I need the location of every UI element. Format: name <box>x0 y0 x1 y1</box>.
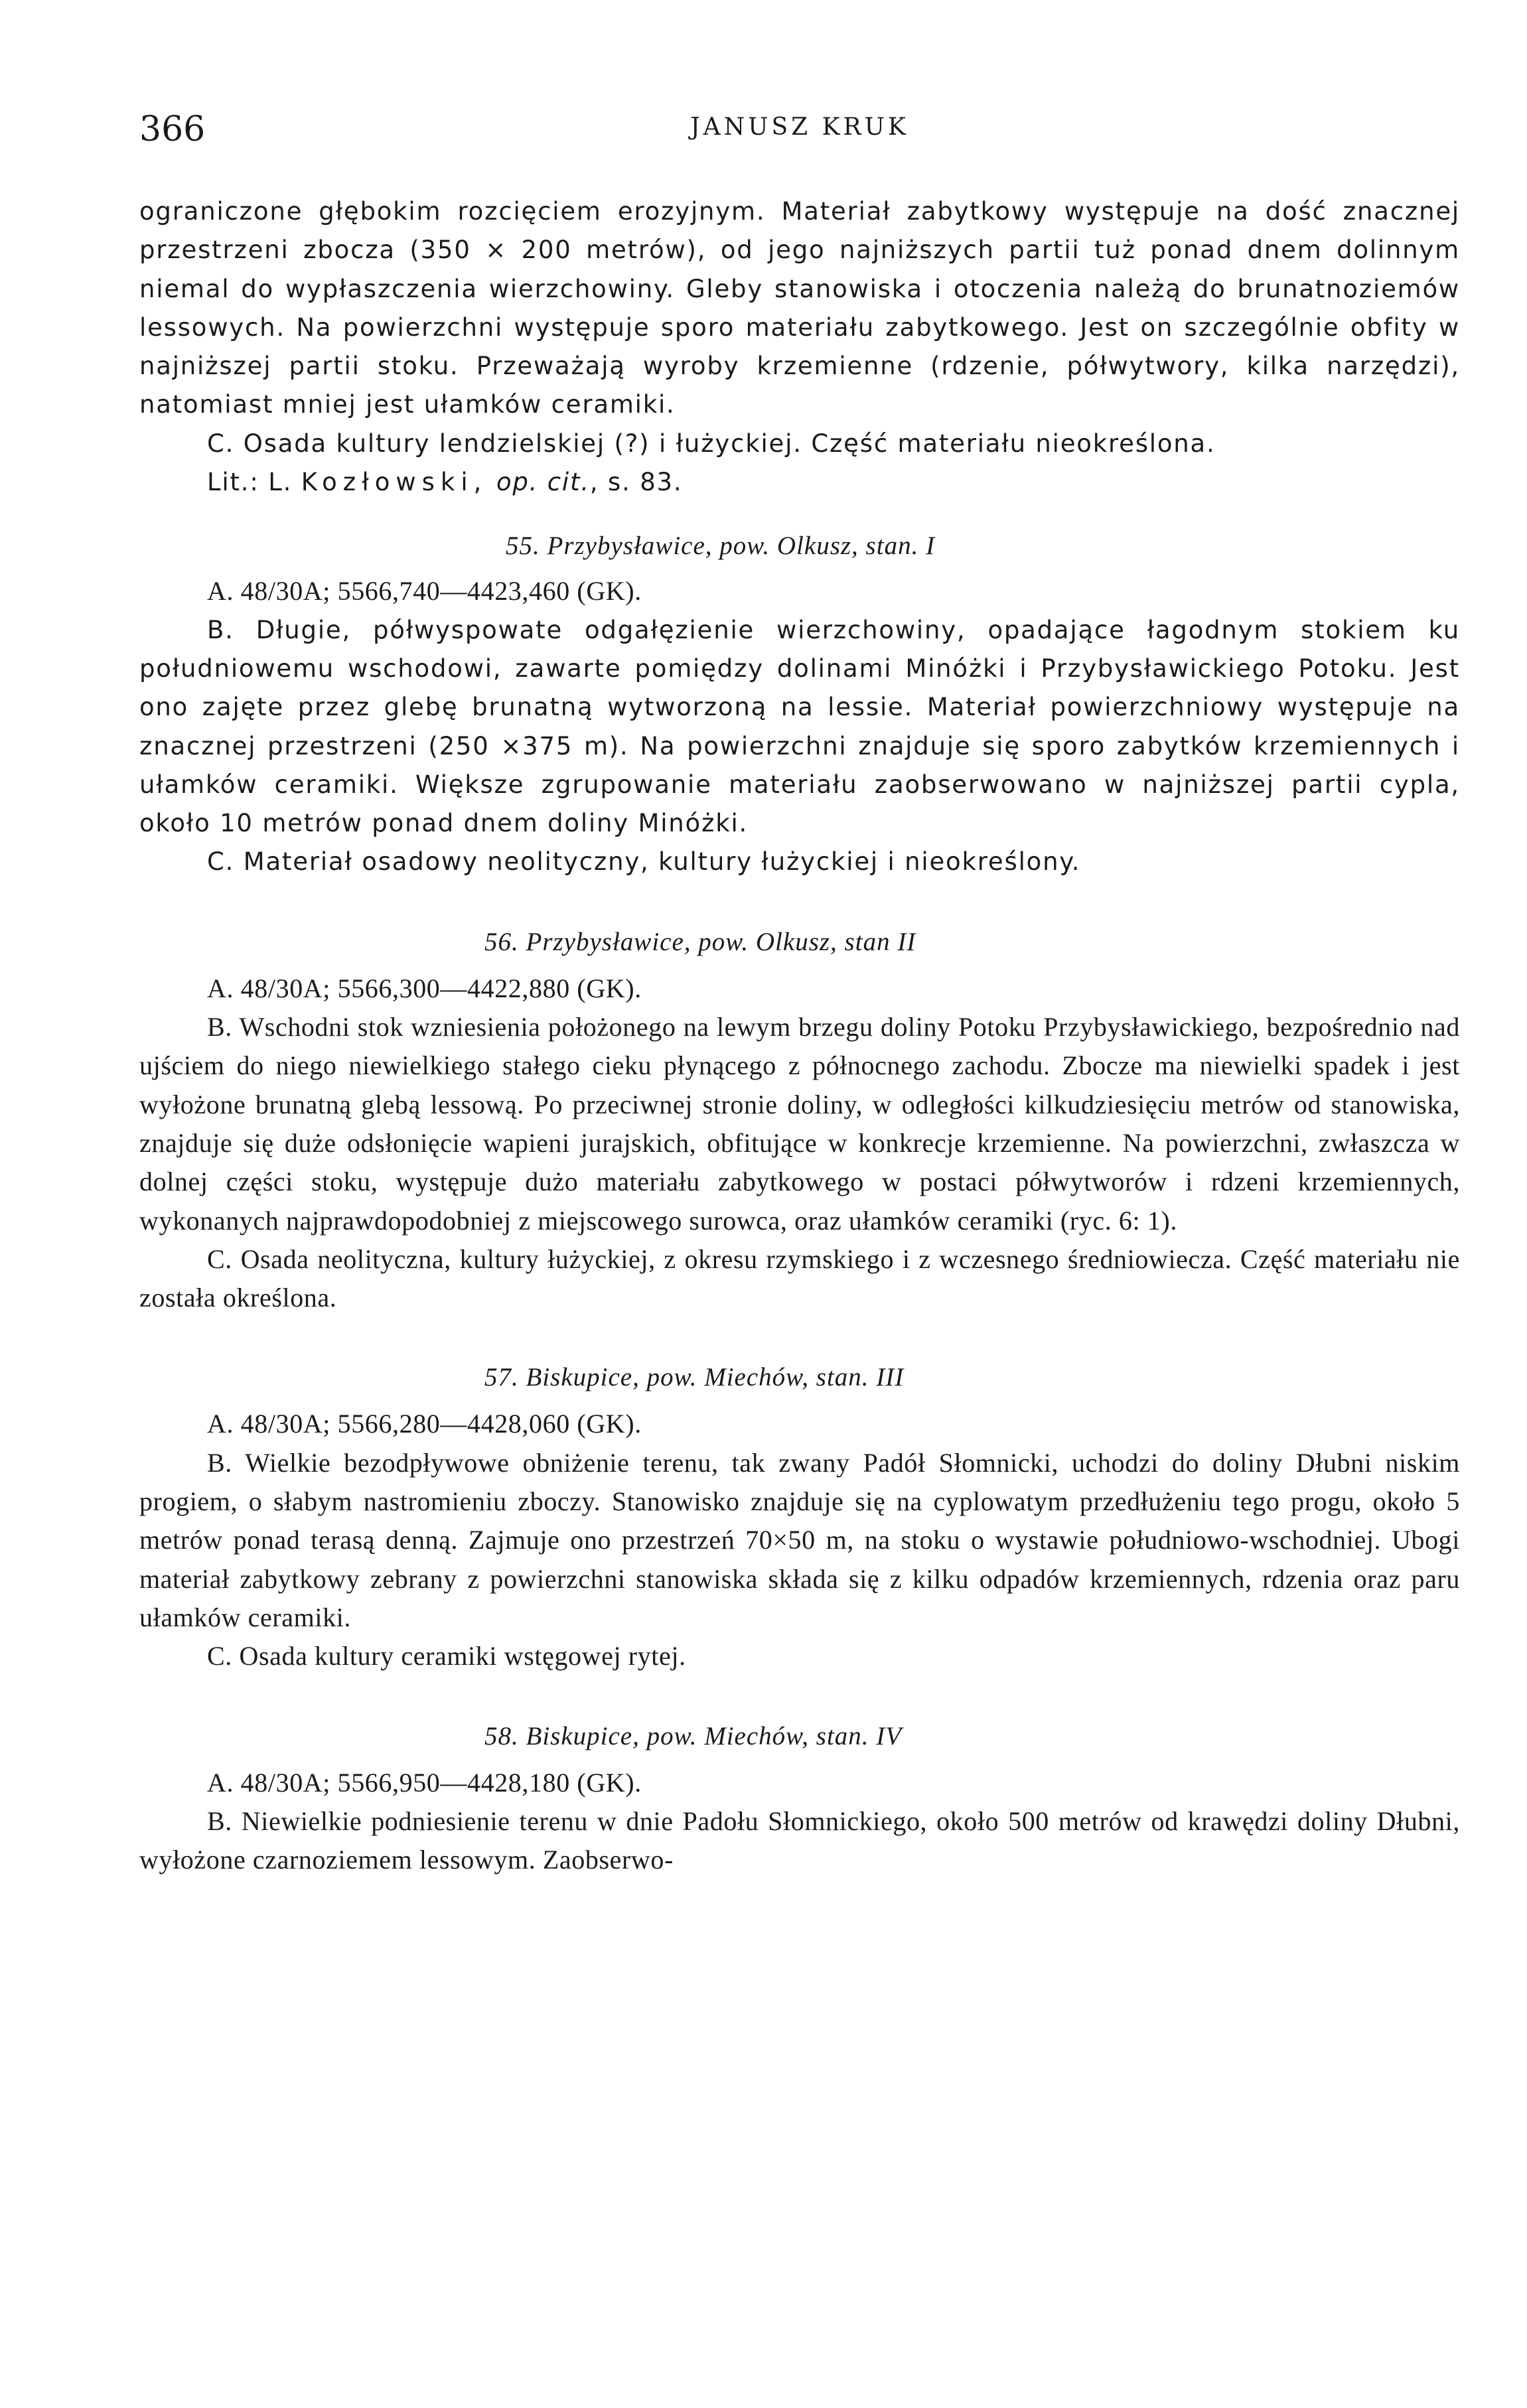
intro-paragraph: ograniczone głębokim rozcięciem erozyjnym. Materiał zabytkowy występuje na dość znacznej przestrzeni zbocza (350 × 200 metrów), od jego najniższych partii tuż ponad dnem dolinnym niemal do wypłaszczenia wierzchowiny. Gleby stanowiska i otoczenia należą do brunatnoziemów lessowych. Na powierzchni występuje sporo materiału zabytkowego. Jest on szczególnie obfity w najniższej partii stoku. Przeważają wyroby krzemienne (rdzenie, półwytwory, kilka narzędzi), natomiast mniej jest ułamków ceramiki. <box>139 197 1460 419</box>
site-heading: 58. Biskupice, pow. Miechów, stan. IV <box>484 1721 903 1750</box>
site-culture-c: C. Materiał osadowy neolityczny, kultury łużyckiej i nieokreślony. <box>207 847 1081 877</box>
site-heading: 57. Biskupice, pow. Miechów, stan. III <box>484 1363 905 1392</box>
body-text <box>139 192 1460 1879</box>
literature-line <box>139 463 1460 502</box>
lit-ref: op. cit. <box>496 468 590 497</box>
site-description-b: B. Niewielkie podniesienie terenu w dnie Padołu Słomnickiego, około 500 metrów od krawędzi doliny Dłubni, wyłożone czarnoziemem lessowym. Zaobserwo- <box>139 1806 1460 1875</box>
lit-page: , s. 83. <box>589 468 683 497</box>
site-culture-c: C. Osada kultury ceramiki wstęgowej rytej. <box>207 1641 686 1671</box>
site-description-b: B. Długie, półwyspowate odgałęzienie wierzchowiny, opadające łagodnym stokiem ku południowemu wschodowi, zawarte pomiędzy dolinami Minóżki i Przybysławickiego Potoku. Jest ono zajęte przez glebę brunatną wytworzoną na lessie. Materiał powierzchniowy występuje na znacznej przestrzeni (250 ×375 m). Na powierzchni znajduje się sporo zabytków krzemiennych i ułamków ceramiki. Większe zgrupowanie materiału zaobserwowano w najniższej partii cypla, około 10 metrów ponad dnem doliny Minóżki. <box>139 615 1460 838</box>
intro-paragraph-c: C. Osada kultury lendzielskiej (?) i łużyckiej. Część materiału nieokreślona. <box>207 429 1216 458</box>
site-description-b: B. Wschodni stok wzniesienia położonego na lewym brzegu doliny Potoku Przybysławickiego, bezpośrednio nad ujściem do niego niewielkiego stałego cieku płynącego z północnego zachodu. Zbocze ma niewielki spadek i jest wyłożone brunatną glebą lessową. Po przeciwnej stronie doliny, w odległości kilkudziesięciu metrów od stanowiska, znajduje się duże odsłonięcie wapieni jurajskich, obfitujące w konkrecje krzemienne. Na powierzchni, zwłaszcza w dolnej części stoku, występuje dużo materiału zabytkowego w postaci półwytworów i rdzeni krzemiennych, wykonanych najprawdopodobniej z miejscowego surowca, oraz ułamków ceramiki (ryc. 6: 1). <box>139 1012 1460 1236</box>
running-head: JANUSZ KRUK <box>690 113 909 141</box>
site-heading: 56. Przybysławice, pow. Olkusz, stan II <box>484 927 916 956</box>
page-header <box>139 109 1460 156</box>
site-location-a: A. 48/30A; 5566,300—4422,880 (GK). <box>207 973 642 1003</box>
site-culture-c: C. Osada neolityczna, kultury łużyckiej, z okresu rzymskiego i z wczesnego średniowiecza. Część materiału nie została określona. <box>139 1243 1460 1313</box>
site-location-a: A. 48/30A; 5566,950—4428,180 (GK). <box>207 1767 642 1798</box>
site-heading: 55. Przybysławice, pow. Olkusz, stan. I <box>506 531 936 561</box>
lit-author: Kozłowski, <box>301 468 488 497</box>
page-number: 366 <box>139 109 206 149</box>
site-description-b: B. Wielkie bezodpływowe obniżenie terenu, tak zwany Padół Słomnicki, uchodzi do doliny Dłubni niskim progiem, o słabym nastromieniu zboczy. Stanowisko znajduje się na cyplowatym przedłużeniu tego progu, około 5 metrów ponad terasą denną. Zajmuje ono przestrzeń 70×50 m, na stoku o wystawie południowo-wschodniej. Ubogi materiał zabytkowy zebrany z powierzchni stanowiska składa się z kilku odpadów krzemiennych, rdzenia oraz paru ułamków ceramiki. <box>139 1447 1460 1632</box>
site-location-a: A. 48/30A; 5566,280—4428,060 (GK). <box>207 1409 642 1439</box>
site-location-a: A. 48/30A; 5566,740—4423,460 (GK). <box>207 576 642 606</box>
lit-label: Lit.: L. <box>207 468 293 497</box>
